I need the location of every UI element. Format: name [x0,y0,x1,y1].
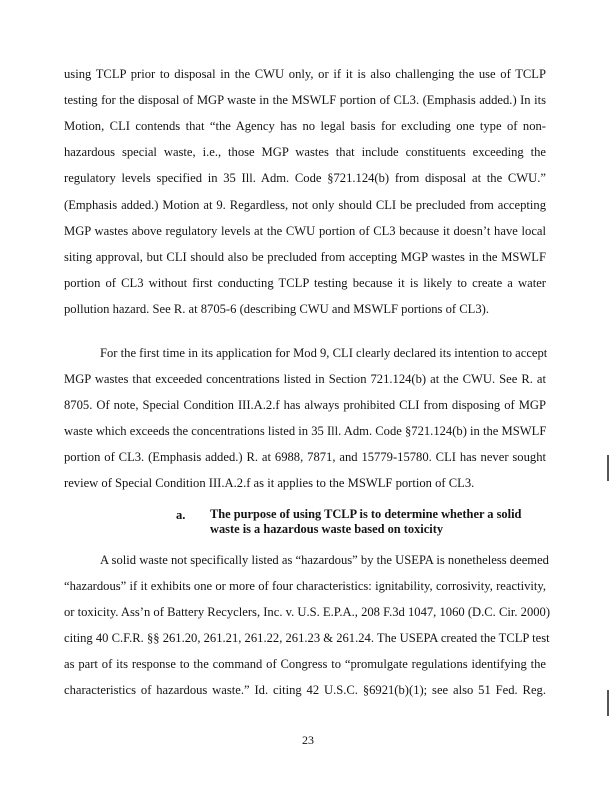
section-heading-line: waste is a hazardous waste based on toxicity [210,522,444,536]
body-line: citing 40 C.F.R. §§ 261.20, 261.21, 261.22, 261.23 & 261.24. The USEPA created the TCLP test [64,631,550,645]
body-line: review of Special Condition III.A.2.f as it applies to the MSWLF portion of CL3. [64,476,475,490]
body-line: portion of CL3. (Emphasis added.) R. at 6988, 7871, and 15779-15780. CLI has never sought [64,450,546,464]
body-line: regulatory levels specified in 35 Ill. Adm. Code §721.124(b) from disposal at the CWU.” [64,171,546,185]
body-line: A solid waste not specifically listed as “hazardous” by the USEPA is nonetheless deemed [100,553,549,567]
page-number: 23 [302,733,314,747]
body-line: “hazardous” if it exhibits one or more of four characteristics: ignitability, corrosivity, reactivity, [64,579,546,593]
body-line: MGP wastes above regulatory levels at the CWU portion of CL3 because it doesn’t have local [64,224,546,238]
body-line: or toxicity. Ass’n of Battery Recyclers, Inc. v. U.S. E.P.A., 208 F.3d 1047, 1060 (D.C. Cir. 2000) [64,605,551,619]
section-heading-letter: a. [176,508,186,522]
body-line: as part of its response to the command of Congress to “promulgate regulations identifying the [64,657,546,671]
body-line: (Emphasis added.) Motion at 9. Regardless, not only should CLI be precluded from accepting [64,198,546,212]
body-line: waste which exceeds the concentrations listed in 35 Ill. Adm. Code §721.124(b) in the MSWLF [64,424,547,438]
body-line: pollution hazard. See R. at 8705-6 (describing CWU and MSWLF portions of CL3). [64,302,489,316]
body-line: siting approval, but CLI should also be precluded from accepting MGP wastes in the MSWLF [64,250,546,264]
margin-scan-mark [607,455,609,481]
body-line: For the first time in its application for Mod 9, CLI clearly declared its intention to accept [100,346,548,360]
body-line: 8705. Of note, Special Condition III.A.2.f has always prohibited CLI from disposing of MGP [64,398,546,412]
body-line: characteristics of hazardous waste.” Id. citing 42 U.S.C. §6921(b)(1); see also 51 Fed. Reg. [64,683,546,697]
body-line: portion of CL3 without first conducting TCLP testing because it is likely to create a water [64,276,546,290]
body-line: testing for the disposal of MGP waste in the MSWLF portion of CL3. (Emphasis added.) In its [64,93,546,107]
margin-scan-mark [607,690,609,716]
section-heading-line: The purpose of using TCLP is to determine whether a solid [210,507,522,521]
body-line: using TCLP prior to disposal in the CWU only, or if it is also challenging the use of TCLP [64,67,546,81]
body-line: Motion, CLI contends that “the Agency has no legal basis for excluding one type of non- [64,119,546,133]
body-line: MGP wastes that exceeded concentrations listed in Section 721.124(b) at the CWU. See R. at [64,372,546,386]
body-line: hazardous special waste, i.e., those MGP wastes that include constituents exceeding the [64,145,546,159]
